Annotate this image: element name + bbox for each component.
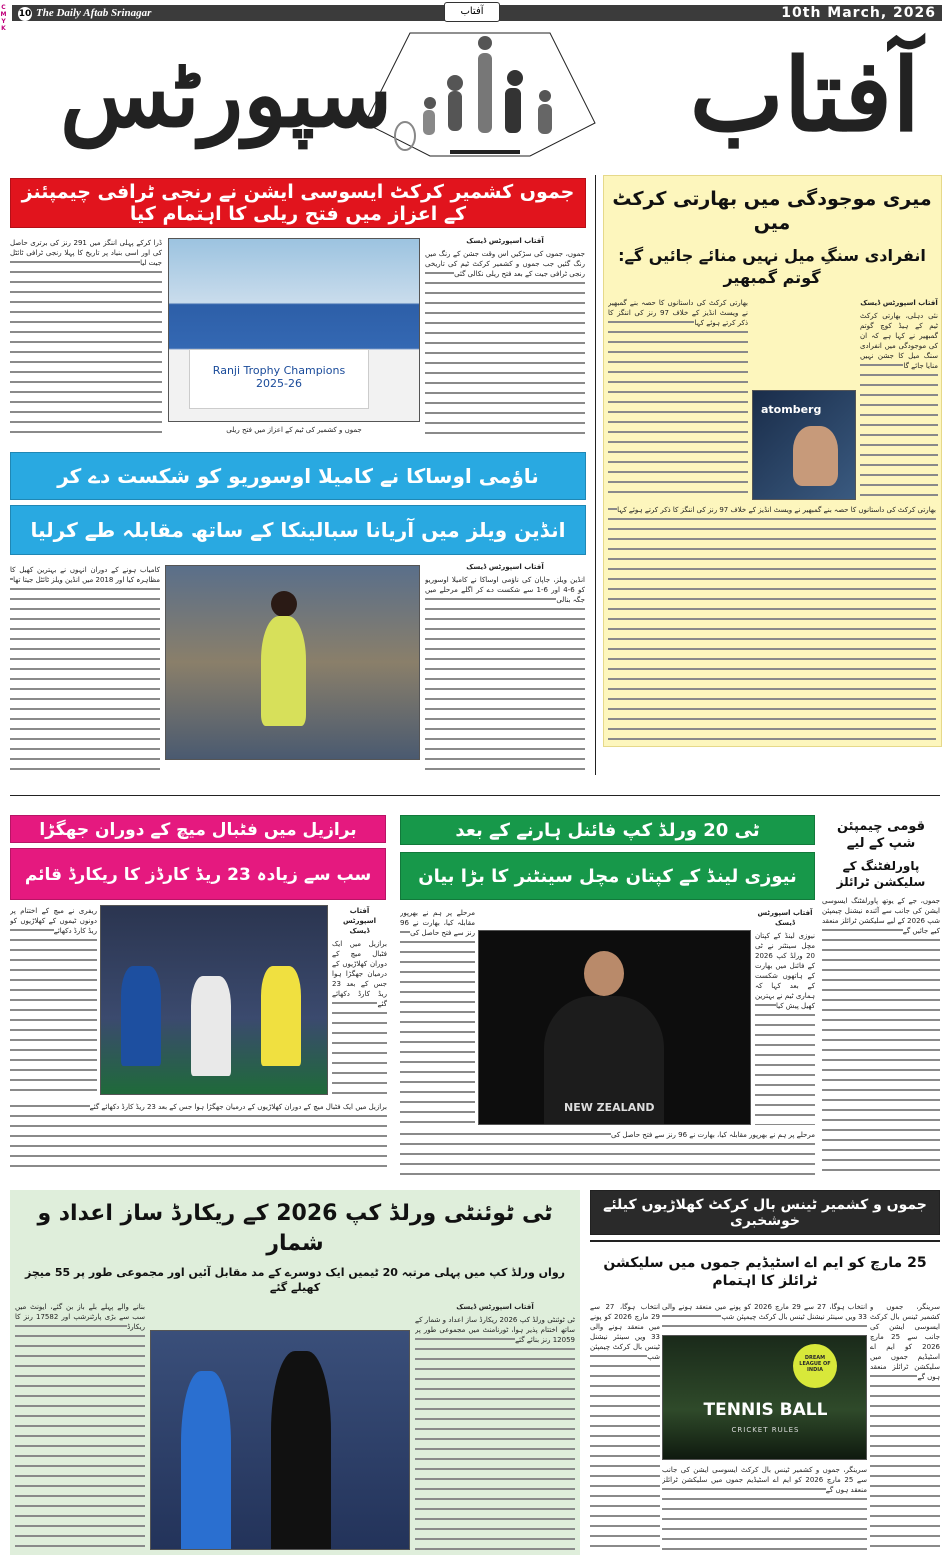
ranji-headline: جموں کشمیر کرکٹ ایسوسی ایشن نے رنجی ٹرافی چیمپئنز کے اعزاز میں فتح ریلی کا اہتمام کیا (10, 178, 586, 228)
paper-info (18, 5, 151, 21)
gambhir-body-col3: بھارتی کرکٹ کی داستانوں کا حصہ بنے گمبھیر نے ویسٹ انڈیز کے خلاف 97 رنز کی اننگز کا ذکر کرتے ہوئے کہا (608, 505, 936, 740)
tennisball-subhead-wrap (590, 1246, 940, 1298)
records-photo (150, 1330, 410, 1550)
gambhir-body: نئی دہلی، بھارتی کرکٹ ٹیم کے ہیڈ کوچ گوتم گمبھیر نے کہا ہے کہ ان کی موجودگی میں انفرادی سنگ میل کا جشن نہیں منایا جائے گا (860, 311, 938, 498)
ranji-caption: جموں و کشمیر کی ٹیم کے اعزاز میں فتح ریلی (226, 426, 362, 434)
masthead-title-left: سپورٹس (60, 42, 393, 148)
ranji-body: جموں، جموں کی سڑکیں اس وقت جشن کے رنگ میں رنگ گئیں جب جموں و کشمیر کرکٹ ٹیم کی تاریخی رنجی ٹرافی جیت کے بعد فتح ریلی نکالی گئی (425, 249, 585, 440)
ranji-photo (168, 238, 420, 422)
brazil-byline: آفتاب اسپورٹس ڈیسک (342, 907, 377, 935)
tennisball-body-2: انتخاب ہوگا، 27 سے 29 مارچ 2026 کو پونے میں منعقد ہونے والی 33 ویں سینئر نیشنل ٹینس بال کرکٹ چیمپئن شپ (590, 1302, 660, 1550)
santner-body-2: مرحلے پر ہم نے بھرپور مقابلہ کیا، بھارت نے 96 رنز سے فتح حاصل کی (400, 908, 475, 1125)
gambhir-headline-1: میری موجودگی میں بھارتی کرکٹ میں (612, 188, 932, 234)
powerlifting-headline-1: قومی چیمپئن شپ کے لیے (836, 819, 926, 851)
banner-text: Ranji Trophy Champions (212, 364, 346, 377)
ranji-column (425, 236, 585, 440)
tennisball-rule (590, 1240, 940, 1242)
brazil-body: برازیل میں ایک فٹبال میچ کے دوران کھلاڑیوں کے درمیان جھگڑا ہوا جس کے بعد 23 ریڈ کارڈ دکھائے گئے (332, 939, 387, 1098)
brazil-photo (100, 905, 328, 1095)
masthead-title-right: آفتاب (689, 36, 920, 154)
dream-league-badge: DREAM LEAGUE OF INDIA (793, 1344, 837, 1388)
records-column (415, 1302, 575, 1550)
section-divider (10, 795, 940, 796)
osaka-headline-1: ناؤمی اوساکا نے کامیلا اوسوریو کو شکست دے کر (10, 452, 586, 500)
osaka-headline-2: انڈین ویلز میں آریانا سبالینکا کے ساتھ مقابلہ طے کرلیا (10, 505, 586, 555)
tennisball-body-4: سرینگر، جموں و کشمیر ٹینس بال کرکٹ ایسوسی ایشن کی جانب سے 25 مارچ 2026 کو ایم اے اسٹیڈیم جموں میں سلیکشن ٹرائلز منعقد ہوں گے (662, 1465, 867, 1550)
powerlifting-headline-2: پاورلفٹنگ کے سلیکشن ٹرائلز (836, 859, 926, 889)
gambhir-byline: آفتاب اسپورٹس ڈیسک (860, 299, 938, 307)
gambhir-headline-2: انفرادی سنگِ میل نہیں منائے جائیں گے: گوتم گمبھیر (618, 246, 926, 287)
issue-date: 10th March, 2026 (781, 5, 936, 21)
gambhir-headlines (606, 182, 938, 294)
records-body-2: بنانے والے پہلے بلے باز بن گئے، ایونٹ میں سب سے بڑی پارٹنرشپ اور 17582 رنز کا ریکارڈ (15, 1302, 145, 1550)
santner-photo (478, 930, 751, 1125)
records-body: ٹی ٹوئنٹی ورلڈ کپ 2026 ریکارڈ ساز اعداد و شمار کے ساتھ اختتام پذیر ہوا، ٹورنامنٹ میں مجموعی طور پر 12059 رنز بنائے گئے (415, 1315, 575, 1550)
ranji-byline: آفتاب اسپورٹس ڈیسک (466, 237, 544, 245)
banner-year: 2025-26 (256, 377, 302, 390)
santner-column (755, 908, 815, 1125)
santner-headline-2: نیوزی لینڈ کے کپتان مچل سینٹنر کا بڑا بیان (400, 852, 815, 900)
osaka-body: انڈین ویلز، جاپان کی ناؤمی اوساکا نے کامیلا اوسوریو کو 6-4 اور 6-1 سے شکست دے کر اگلے مرحلے میں جگہ بنالی (425, 575, 585, 775)
records-headlines (15, 1196, 575, 1298)
sports-figures-logo (360, 28, 600, 158)
osaka-photo (165, 565, 420, 760)
brazil-body-2: ریفری نے میچ کے اختتام پر دونوں ٹیموں کے کھلاڑیوں کو ریڈ کارڈ دکھائے (10, 906, 97, 1096)
brazil-headline-1: برازیل میں فٹبال میچ کے دوران جھگڑا (10, 815, 386, 843)
tennisball-subheadline: 25 مارچ کو ایم اے اسٹیڈیم جموں میں سلیکشن ٹرائلز کا اہتمام (603, 1255, 927, 1289)
ranji-body-2: ڈرا کرکے پہلی اننگز میں 291 رنز کی برتری حاصل کی اور اسی بنیاد پر تاریخ کا پہلا رنجی ٹرافی ٹائٹل جیت لیا (10, 238, 162, 438)
osaka-byline: آفتاب اسپورٹس ڈیسک (466, 563, 544, 571)
cmyk-marks: CMYK (0, 4, 7, 32)
paper-name: The Daily Aftab Srinagar (36, 7, 152, 19)
gambhir-column (860, 298, 938, 498)
tennisball-body: سرینگر، جموں و کشمیر ٹینس بال کرکٹ ایسوسی ایشن کی جانب سے 25 مارچ 2026 کو ایم اے اسٹیڈیم جموں میں سلیکشن ٹرائلز منعقد ہوں گے (870, 1302, 940, 1550)
ranji-banner (189, 349, 369, 409)
records-headline: ٹی ٹوئنٹی ورلڈ کپ 2026 کے ریکارڈ ساز اعداد و شمار (37, 1201, 553, 1256)
page-number: 10 (18, 9, 32, 19)
gambhir-photo (752, 390, 856, 500)
santner-body-3: مرحلے پر ہم نے بھرپور مقابلہ کیا، بھارت نے 96 رنز سے فتح حاصل کی (400, 1130, 815, 1175)
records-byline: آفتاب اسپورٹس ڈیسک (456, 1303, 534, 1311)
column-divider (595, 175, 596, 775)
sponsor-logo: atomberg (761, 403, 822, 416)
brazil-headline-2: سب سے زیادہ 23 ریڈ کارڈز کا ریکارڈ قائم (10, 848, 386, 900)
tennisball-headline: جموں و کشمیر ٹینس بال کرکٹ کھلاڑیوں کیلئے خوشخبری (590, 1190, 940, 1235)
santner-headline-1: ٹی 20 ورلڈ کپ فائنل ہارنے کے بعد (400, 815, 815, 845)
brazil-column (332, 906, 387, 1098)
santner-byline: آفتاب اسپورٹس ڈیسک (757, 909, 813, 927)
jersey-text: NEW ZEALAND (564, 1101, 655, 1114)
tennisball-body-3: انتخاب ہوگا، 27 سے 29 مارچ 2026 کو پونے میں منعقد ہونے والی 33 ویں سینئر نیشنل ٹینس بال کرکٹ چیمپئن شپ (662, 1302, 867, 1332)
tennisball-photo (662, 1335, 867, 1460)
santner-body: نیوزی لینڈ کے کپتان مچل سینٹنر نے ٹی 20 ورلڈ کپ 2026 کے فائنل میں بھارت کے ہاتھوں شکست کے بعد کہا کہ ہماری ٹیم نے بہترین کھیل پیش کیا (755, 931, 815, 1125)
osaka-column (425, 562, 585, 775)
powerlifting-article (822, 818, 940, 1175)
tennisball-image-title: TENNIS BALL (703, 1400, 828, 1420)
tennisball-image-sub: CRICKET RULES (731, 1426, 800, 1434)
mini-logo: آفتاب (444, 2, 500, 22)
powerlifting-body: جموں، جے کے یوتھ پاورلفٹنگ ایسوسی ایشن کی جانب سے آئندہ نیشنل چیمپئن شپ 2026 کے لیے سلیکشن ٹرائلز منعقد کیے جائیں گے (822, 896, 940, 1175)
gambhir-body-col2: بھارتی کرکٹ کی داستانوں کا حصہ بنے گمبھیر نے ویسٹ انڈیز کے خلاف 97 رنز کی اننگز کا ذکر کرتے ہوئے کہا (608, 298, 748, 501)
brazil-body-3: برازیل میں ایک فٹبال میچ کے دوران کھلاڑیوں کے درمیان جھگڑا ہوا جس کے بعد 23 ریڈ کارڈ دکھائے گئے (10, 1102, 387, 1175)
records-subheadline: رواں ورلڈ کپ میں پہلی مرتبہ 20 ٹیمیں ایک دوسرے کے مد مقابل آئیں اور مجموعی طور پر 55 میچز کھیلے گئے (24, 1266, 565, 1294)
osaka-body-2: کامیاب ہونے کے دوران انہوں نے بہترین کھیل کا مظاہرہ کیا اور 2018 میں انڈین ویلز ٹائٹل جیتا تھا (10, 565, 160, 775)
